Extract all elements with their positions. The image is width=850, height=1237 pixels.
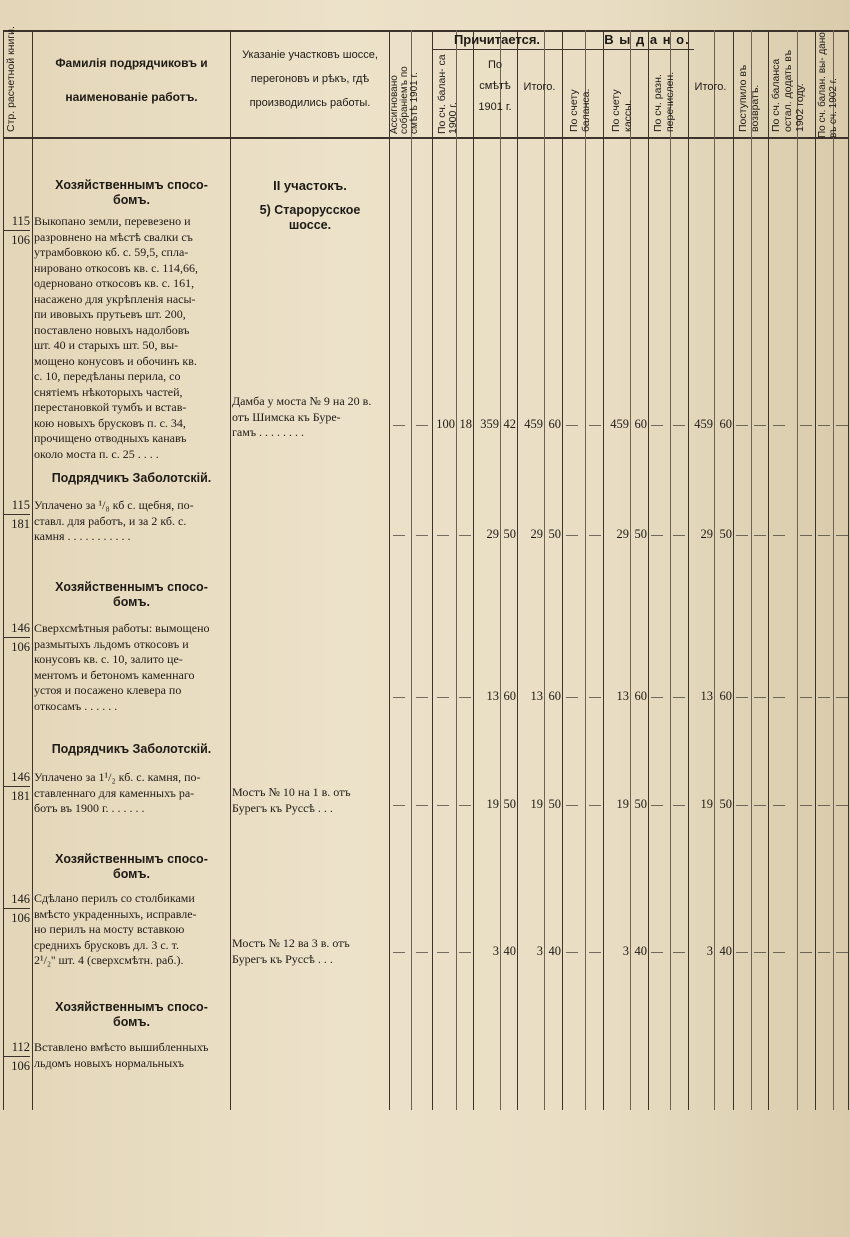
empty-dash: — bbox=[651, 527, 663, 541]
col-line bbox=[32, 30, 33, 1110]
section-title: Хозяйственнымъ спосо- бомъ. bbox=[55, 178, 208, 207]
amount-kopecks: 40 bbox=[719, 944, 732, 958]
text-line: поставлено новыхъ надолбовъ bbox=[34, 322, 190, 337]
empty-dash: — bbox=[651, 944, 663, 958]
empty-dash: — bbox=[437, 689, 449, 703]
section-title: Хозяйственнымъ спосо- бомъ. bbox=[55, 1000, 208, 1029]
amount-kopecks: 60 bbox=[548, 689, 561, 703]
empty-dash: — bbox=[754, 797, 766, 811]
col-line bbox=[517, 30, 518, 1110]
text-line: среднихъ брусковъ дл. 3 с. т. bbox=[34, 937, 180, 952]
text-line: разровнено на мѣстѣ свалки съ bbox=[34, 229, 193, 244]
header-estimate-l2: смѣтѣ bbox=[479, 80, 511, 92]
book-ref: 146 181 bbox=[4, 768, 30, 805]
amount-kopecks: 60 bbox=[719, 689, 732, 703]
entry-description bbox=[34, 621, 228, 714]
book-ref: 115 181 bbox=[4, 496, 30, 533]
text-line: камня . . . . . . . . . . . bbox=[34, 529, 131, 543]
text-line: ментомъ и бетономъ каменнаго bbox=[34, 667, 195, 682]
empty-dash: — bbox=[754, 417, 766, 431]
empty-dash: — bbox=[437, 527, 449, 541]
amount-kopecks: 60 bbox=[634, 689, 647, 703]
book-ref: 112 106 bbox=[4, 1038, 30, 1075]
empty-dash: — bbox=[818, 417, 830, 431]
empty-dash: — bbox=[459, 797, 471, 811]
header-book-page: Стр. расчетной книги. bbox=[5, 26, 17, 132]
road-title: 5) Старорусское шоссе. bbox=[259, 203, 361, 232]
amount-rubles: 19 bbox=[700, 797, 713, 811]
text-line: Бурегъ къ Руссѣ . . . bbox=[232, 800, 333, 815]
col-line bbox=[500, 30, 501, 1110]
empty-dash: — bbox=[836, 797, 848, 811]
header-returned: Поступило въ возвратъ. bbox=[737, 64, 761, 132]
text-line: ставл. для работъ, и за 2 кб. с. bbox=[34, 513, 187, 528]
amount-kopecks: 60 bbox=[548, 417, 561, 431]
empty-dash: — bbox=[589, 689, 601, 703]
entry-description bbox=[34, 770, 228, 817]
col-line bbox=[751, 30, 752, 1110]
amount-rubles: 29 bbox=[700, 527, 713, 541]
empty-dash: — bbox=[651, 689, 663, 703]
empty-dash: — bbox=[393, 417, 405, 431]
col-line bbox=[389, 30, 390, 1110]
text-line: Уплачено за 1¹/₂ кб. с. камня, по- bbox=[34, 770, 201, 784]
col-line bbox=[733, 30, 734, 1110]
empty-dash: — bbox=[836, 689, 848, 703]
text-line: гамъ . . . . . . . . bbox=[232, 425, 305, 439]
entry-description bbox=[34, 1040, 228, 1071]
empty-dash: — bbox=[437, 797, 449, 811]
header-name-l1: Фамилія подрядчиковъ и bbox=[55, 56, 208, 70]
text-line: Мостъ № 12 ва 3 в. отъ bbox=[232, 936, 350, 950]
text-line: ставленнаго для каменныхъ ра- bbox=[34, 785, 195, 800]
amount-kopecks: 40 bbox=[634, 944, 647, 958]
contractor-title: Подрядчикъ Заболотскій. bbox=[51, 742, 212, 756]
header-loc-l3: производились работы. bbox=[249, 97, 371, 109]
text-line: Сдѣлано перилъ со столбиками bbox=[34, 891, 195, 905]
amount-kopecks: 50 bbox=[719, 797, 732, 811]
subheader-rule bbox=[432, 49, 694, 50]
col-line bbox=[456, 30, 457, 1110]
amount-rubles: 459 bbox=[694, 417, 713, 431]
empty-dash: — bbox=[416, 944, 428, 958]
contractor-title: Подрядчикъ Заболотскій. bbox=[51, 471, 212, 485]
empty-dash: — bbox=[459, 689, 471, 703]
empty-dash: — bbox=[800, 689, 812, 703]
col-line bbox=[432, 30, 433, 1110]
amount-rubles: 459 bbox=[524, 417, 543, 431]
text-line: кою новыхъ брусковъ п. с. 34, bbox=[34, 415, 186, 430]
empty-dash: — bbox=[459, 527, 471, 541]
empty-dash: — bbox=[800, 417, 812, 431]
empty-dash: — bbox=[736, 527, 748, 541]
empty-dash: — bbox=[773, 944, 785, 958]
district-title: II участокъ. bbox=[273, 178, 347, 193]
text-line: размытыхъ льдомъ откосовъ и bbox=[34, 636, 189, 651]
amount-kopecks: 50 bbox=[719, 527, 732, 541]
header-due-group: Причитается. bbox=[453, 32, 541, 47]
col-line bbox=[848, 30, 849, 1110]
header-overpaid-1902: По сч. балан. вы- дано въ сч. 1902 г. bbox=[817, 32, 839, 138]
text-line: одерновано откосовъ кв. с. 161, bbox=[34, 276, 195, 290]
empty-dash: — bbox=[800, 944, 812, 958]
amount-kopecks: 50 bbox=[548, 797, 561, 811]
empty-dash: — bbox=[736, 417, 748, 431]
col-line bbox=[630, 30, 631, 1110]
amount-rubles: 3 bbox=[706, 944, 713, 958]
text-line: отъ Шимска къ Буре- bbox=[232, 409, 341, 424]
amount-rubles: 29 bbox=[486, 527, 499, 541]
empty-dash: — bbox=[754, 689, 766, 703]
text-line: с. 10, передѣланы перила, со bbox=[34, 369, 181, 383]
amount-rubles: 13 bbox=[700, 689, 713, 703]
empty-dash: — bbox=[393, 797, 405, 811]
entry-location bbox=[232, 785, 388, 816]
empty-dash: — bbox=[800, 797, 812, 811]
header-by-cash: По счету кассы. bbox=[610, 89, 634, 132]
section-title: Хозяйственнымъ спосо- бомъ. bbox=[55, 580, 208, 609]
empty-dash: — bbox=[393, 689, 405, 703]
empty-dash: — bbox=[800, 527, 812, 541]
col-line bbox=[544, 30, 545, 1110]
amount-rubles: 3 bbox=[622, 944, 629, 958]
empty-dash: — bbox=[589, 944, 601, 958]
amount-kopecks: 40 bbox=[548, 944, 561, 958]
empty-dash: — bbox=[651, 797, 663, 811]
text-line: Сверхсмѣтныя работы: вымощено bbox=[34, 621, 210, 635]
empty-dash: — bbox=[566, 527, 578, 541]
empty-dash: — bbox=[416, 797, 428, 811]
col-line bbox=[3, 30, 4, 1110]
amount-rubles: 359 bbox=[480, 417, 499, 431]
empty-dash: — bbox=[773, 797, 785, 811]
empty-dash: — bbox=[416, 417, 428, 431]
entry-description bbox=[34, 214, 228, 462]
empty-dash: — bbox=[673, 797, 685, 811]
empty-dash: — bbox=[818, 944, 830, 958]
header-name-l2: наименованіе работъ. bbox=[65, 90, 198, 104]
text-line: Уплачено за ¹/₈ кб с. щебня, по- bbox=[34, 498, 194, 512]
section-title: Хозяйственнымъ спосо- бомъ. bbox=[55, 852, 208, 881]
col-line bbox=[670, 30, 671, 1110]
empty-dash: — bbox=[736, 689, 748, 703]
empty-dash: — bbox=[566, 689, 578, 703]
amount-rubles: 13 bbox=[616, 689, 629, 703]
text-line: Дамба у моста № 9 на 20 в. bbox=[232, 394, 372, 408]
text-line: откосамъ . . . . . . bbox=[34, 698, 118, 713]
header-assigned: Ассигновано собраніемъ по смѣтѣ 1901 г. bbox=[389, 66, 420, 134]
empty-dash: — bbox=[589, 527, 601, 541]
header-loc-l2: перегоновъ и рѣкъ, гдѣ bbox=[250, 73, 370, 85]
col-line bbox=[714, 30, 715, 1110]
amount-kopecks: 60 bbox=[719, 417, 732, 431]
col-line bbox=[815, 30, 816, 1110]
amount-kopecks: 50 bbox=[634, 797, 647, 811]
header-total-paid: Итого. bbox=[694, 81, 727, 93]
header-various: По сч. разн. перечислен. bbox=[652, 71, 676, 132]
amount-rubles: 19 bbox=[486, 797, 499, 811]
amount-kopecks: 40 bbox=[503, 944, 516, 958]
header-estimate-l3: 1901 г. bbox=[478, 101, 512, 113]
empty-dash: — bbox=[589, 417, 601, 431]
amount-rubles: 29 bbox=[530, 527, 543, 541]
empty-dash: — bbox=[754, 944, 766, 958]
entry-location bbox=[232, 394, 388, 441]
text-line: мощено конусовъ и обочинъ кв. bbox=[34, 353, 197, 368]
text-line: нировано откосовъ кв. с. 114,66, bbox=[34, 260, 198, 275]
amount-rubles: 13 bbox=[530, 689, 543, 703]
empty-dash: — bbox=[651, 417, 663, 431]
col-line bbox=[797, 30, 798, 1110]
header-bottom-rule bbox=[3, 137, 848, 139]
empty-dash: — bbox=[673, 417, 685, 431]
amount-kopecks: 50 bbox=[503, 797, 516, 811]
text-line: Выкопано земли, перевезено и bbox=[34, 214, 191, 228]
amount-kopecks: 18 bbox=[459, 417, 472, 431]
entry-location bbox=[232, 936, 388, 967]
empty-dash: — bbox=[459, 944, 471, 958]
header-total-due: Итого. bbox=[523, 81, 556, 93]
text-line: прочищено отводныхъ канавъ bbox=[34, 431, 187, 445]
text-line: конусовъ кв. с. 10, залито це- bbox=[34, 652, 183, 666]
text-line: шт. 40 и старыхъ шт. 50, вы- bbox=[34, 338, 179, 352]
col-line bbox=[473, 30, 474, 1110]
empty-dash: — bbox=[836, 417, 848, 431]
text-line: Бурегъ къ Руссѣ . . . bbox=[232, 951, 333, 966]
empty-dash: — bbox=[818, 527, 830, 541]
col-line bbox=[833, 30, 834, 1110]
text-line: снятіемъ нѣкоторыхъ частей, bbox=[34, 384, 183, 399]
header-balance-1900: По сч. балан- са 1900 г. bbox=[436, 54, 459, 134]
empty-dash: — bbox=[566, 944, 578, 958]
text-line: вмѣсто украденныхъ, исправле- bbox=[34, 906, 197, 921]
amount-kopecks: 60 bbox=[503, 689, 516, 703]
amount-rubles: 3 bbox=[492, 944, 499, 958]
empty-dash: — bbox=[818, 797, 830, 811]
entry-description bbox=[34, 891, 228, 969]
text-line: Мостъ № 10 на 1 в. отъ bbox=[232, 785, 351, 799]
text-line: утрамбовкою кб. с. 59,5, спла- bbox=[34, 245, 189, 259]
empty-dash: — bbox=[673, 689, 685, 703]
empty-dash: — bbox=[393, 527, 405, 541]
col-line bbox=[688, 30, 689, 1110]
amount-kopecks: 60 bbox=[634, 417, 647, 431]
empty-dash: — bbox=[773, 417, 785, 431]
book-ref: 115 106 bbox=[4, 212, 30, 249]
amount-rubles: 13 bbox=[486, 689, 499, 703]
empty-dash: — bbox=[589, 797, 601, 811]
text-line: ботъ въ 1900 г. . . . . . . bbox=[34, 801, 145, 815]
amount-kopecks: 50 bbox=[503, 527, 516, 541]
empty-dash: — bbox=[393, 944, 405, 958]
empty-dash: — bbox=[437, 944, 449, 958]
header-by-balance: По счету баланса. bbox=[568, 88, 592, 132]
entry-description bbox=[34, 498, 228, 545]
empty-dash: — bbox=[416, 527, 428, 541]
amount-rubles: 100 bbox=[436, 417, 455, 431]
empty-dash: — bbox=[773, 527, 785, 541]
empty-dash: — bbox=[836, 944, 848, 958]
col-line bbox=[562, 30, 563, 1110]
empty-dash: — bbox=[773, 689, 785, 703]
text-line: но перилъ на мосту вставкою bbox=[34, 922, 185, 936]
amount-rubles: 459 bbox=[610, 417, 629, 431]
header-estimate-l1: По bbox=[487, 59, 503, 71]
empty-dash: — bbox=[566, 797, 578, 811]
empty-dash: — bbox=[566, 417, 578, 431]
header-loc-l1: Указаніе участковъ шоссе, bbox=[242, 49, 378, 61]
text-line: устоя и посажено клевера по bbox=[34, 683, 182, 697]
amount-rubles: 29 bbox=[616, 527, 629, 541]
header-paid-group: В ы д а н о. bbox=[604, 32, 690, 47]
col-line bbox=[585, 30, 586, 1110]
amount-rubles: 19 bbox=[530, 797, 543, 811]
text-line: пи ивовыхъ прутьевъ шт. 200, bbox=[34, 307, 186, 321]
text-line: около моста п. с. 25 . . . . bbox=[34, 446, 159, 461]
header-remain-1902: По сч. баланса остал. додать въ 1902 году. bbox=[770, 49, 806, 132]
empty-dash: — bbox=[818, 689, 830, 703]
text-line: перестановкой тумбъ и встав- bbox=[34, 400, 187, 414]
text-line: насажено для укрѣпленія насы- bbox=[34, 291, 196, 306]
col-line bbox=[648, 30, 649, 1110]
empty-dash: — bbox=[836, 527, 848, 541]
col-line bbox=[411, 30, 412, 1110]
amount-rubles: 3 bbox=[536, 944, 543, 958]
amount-kopecks: 42 bbox=[503, 417, 516, 431]
book-ref: 146 106 bbox=[4, 890, 30, 927]
empty-dash: — bbox=[754, 527, 766, 541]
amount-rubles: 19 bbox=[616, 797, 629, 811]
empty-dash: — bbox=[673, 527, 685, 541]
text-line: льдомъ новыхъ нормальныхъ bbox=[34, 1055, 184, 1070]
col-line bbox=[603, 30, 604, 1110]
empty-dash: — bbox=[736, 797, 748, 811]
amount-kopecks: 50 bbox=[548, 527, 561, 541]
col-line bbox=[768, 30, 769, 1110]
amount-kopecks: 50 bbox=[634, 527, 647, 541]
empty-dash: — bbox=[416, 689, 428, 703]
text-line: 2¹/₂'' шт. 4 (сверхсмѣтн. раб.). bbox=[34, 953, 184, 967]
empty-dash: — bbox=[736, 944, 748, 958]
empty-dash: — bbox=[673, 944, 685, 958]
book-ref: 146 106 bbox=[4, 619, 30, 656]
text-line: Вставлено вмѣсто вышибленныхъ bbox=[34, 1040, 209, 1054]
